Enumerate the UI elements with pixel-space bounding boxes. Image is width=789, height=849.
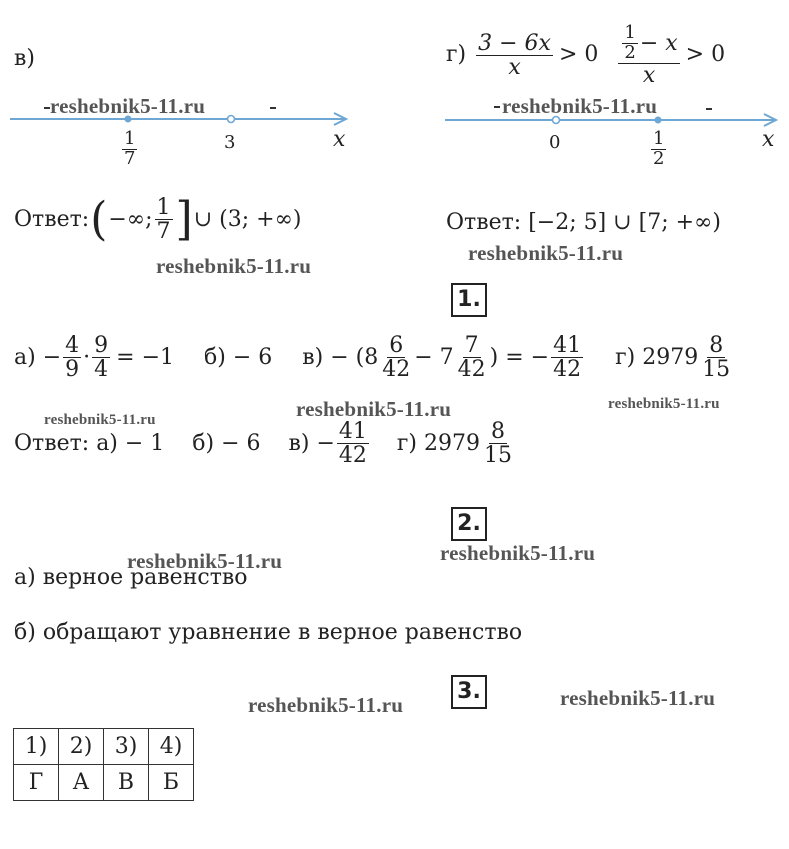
answer-interval-open: −∞; <box>108 206 153 232</box>
tick-zero: 0 <box>549 132 561 153</box>
table-cell: Г <box>14 765 59 801</box>
section-number-1: 1. <box>451 283 487 317</box>
table-header-cell: 4) <box>149 729 194 765</box>
part-a-prefix: а) − <box>14 344 62 370</box>
table-header-cell: 3) <box>104 729 149 765</box>
table-cell: Б <box>149 765 194 801</box>
section-number-3: 3. <box>451 675 487 709</box>
bracket-close: ] <box>175 192 193 246</box>
watermark: reshebnik5-11.ru <box>608 396 720 412</box>
table-row <box>14 765 194 801</box>
watermark: reshebnik5-11.ru <box>502 94 658 118</box>
watermark: reshebnik5-11.ru <box>296 397 452 421</box>
watermark: reshebnik5-11.ru <box>156 254 312 278</box>
part-v-label: в) <box>14 46 35 71</box>
answer-table <box>13 728 194 801</box>
axis-var-x: x <box>762 127 775 152</box>
table-cell: А <box>59 765 104 801</box>
part-g-label: г) <box>446 42 467 68</box>
paren-open: ( <box>90 192 108 246</box>
table-header-cell: 2) <box>59 729 104 765</box>
watermark: reshebnik5-11.ru <box>468 241 624 265</box>
table-row <box>14 729 194 765</box>
section1-answer-line: Ответ: а) − 1 б) − 6 в) − $\frac{41}{42}$ г) 2979 $\frac{8}{15}$ <box>14 419 512 469</box>
tick-one-half: $\frac{1}{2}$ <box>653 128 665 169</box>
answer-v: Ответ: ( −∞; $\frac{1}{7}$ ] ∪ (3; +∞) <box>14 192 302 246</box>
watermark: reshebnik5-11.ru <box>440 541 596 565</box>
table-cell: В <box>104 765 149 801</box>
watermark: reshebnik5-11.ru <box>50 94 206 118</box>
watermark: reshebnik5-11.ru <box>44 412 156 428</box>
answer-prefix: Ответ: <box>14 206 90 232</box>
part-g-inequalities: г) $\frac{3 - 6x}{x}$ > 0 $\frac{1}{2}$ − x x > 0 <box>446 22 726 88</box>
answer-interval-rest: ∪ (3; +∞) <box>193 206 302 232</box>
watermark: reshebnik5-11.ru <box>248 693 404 717</box>
section2-line-b: б) обращают уравнение в верное равенство <box>14 620 523 645</box>
axis-var-x: x <box>333 127 346 152</box>
table-header-cell: 1) <box>14 729 59 765</box>
point-three <box>228 116 235 123</box>
tick-three: 3 <box>224 132 236 153</box>
answer-prefix: Ответ: а) − 1 б) − 6 в) − <box>14 430 335 456</box>
answer-g: Ответ: [−2; 5] ∪ [7; +∞) <box>446 210 721 235</box>
section-number-2: 2. <box>451 507 487 541</box>
tick-one-seventh: $\frac{1}{7}$ <box>124 128 136 169</box>
part-g-prefix: г) 2979 <box>615 344 699 370</box>
part-v-prefix: в) − (8 <box>302 344 379 370</box>
section2-line-a: а) верное равенство <box>14 565 248 590</box>
watermark: reshebnik5-11.ru <box>127 549 283 573</box>
watermark: reshebnik5-11.ru <box>560 686 716 710</box>
part-b: б) − 6 <box>204 344 273 370</box>
section1-work-line: а) − $\frac{4}{9}$ · $\frac{9}{4}$ = −1 б) − 6 в) − (8 $\frac{6}{42}$ − 7 $\frac{7}{42}$ ) = − $\frac{41}{42}$ г) 2979 $\frac{8}{15}$ <box>14 333 731 383</box>
